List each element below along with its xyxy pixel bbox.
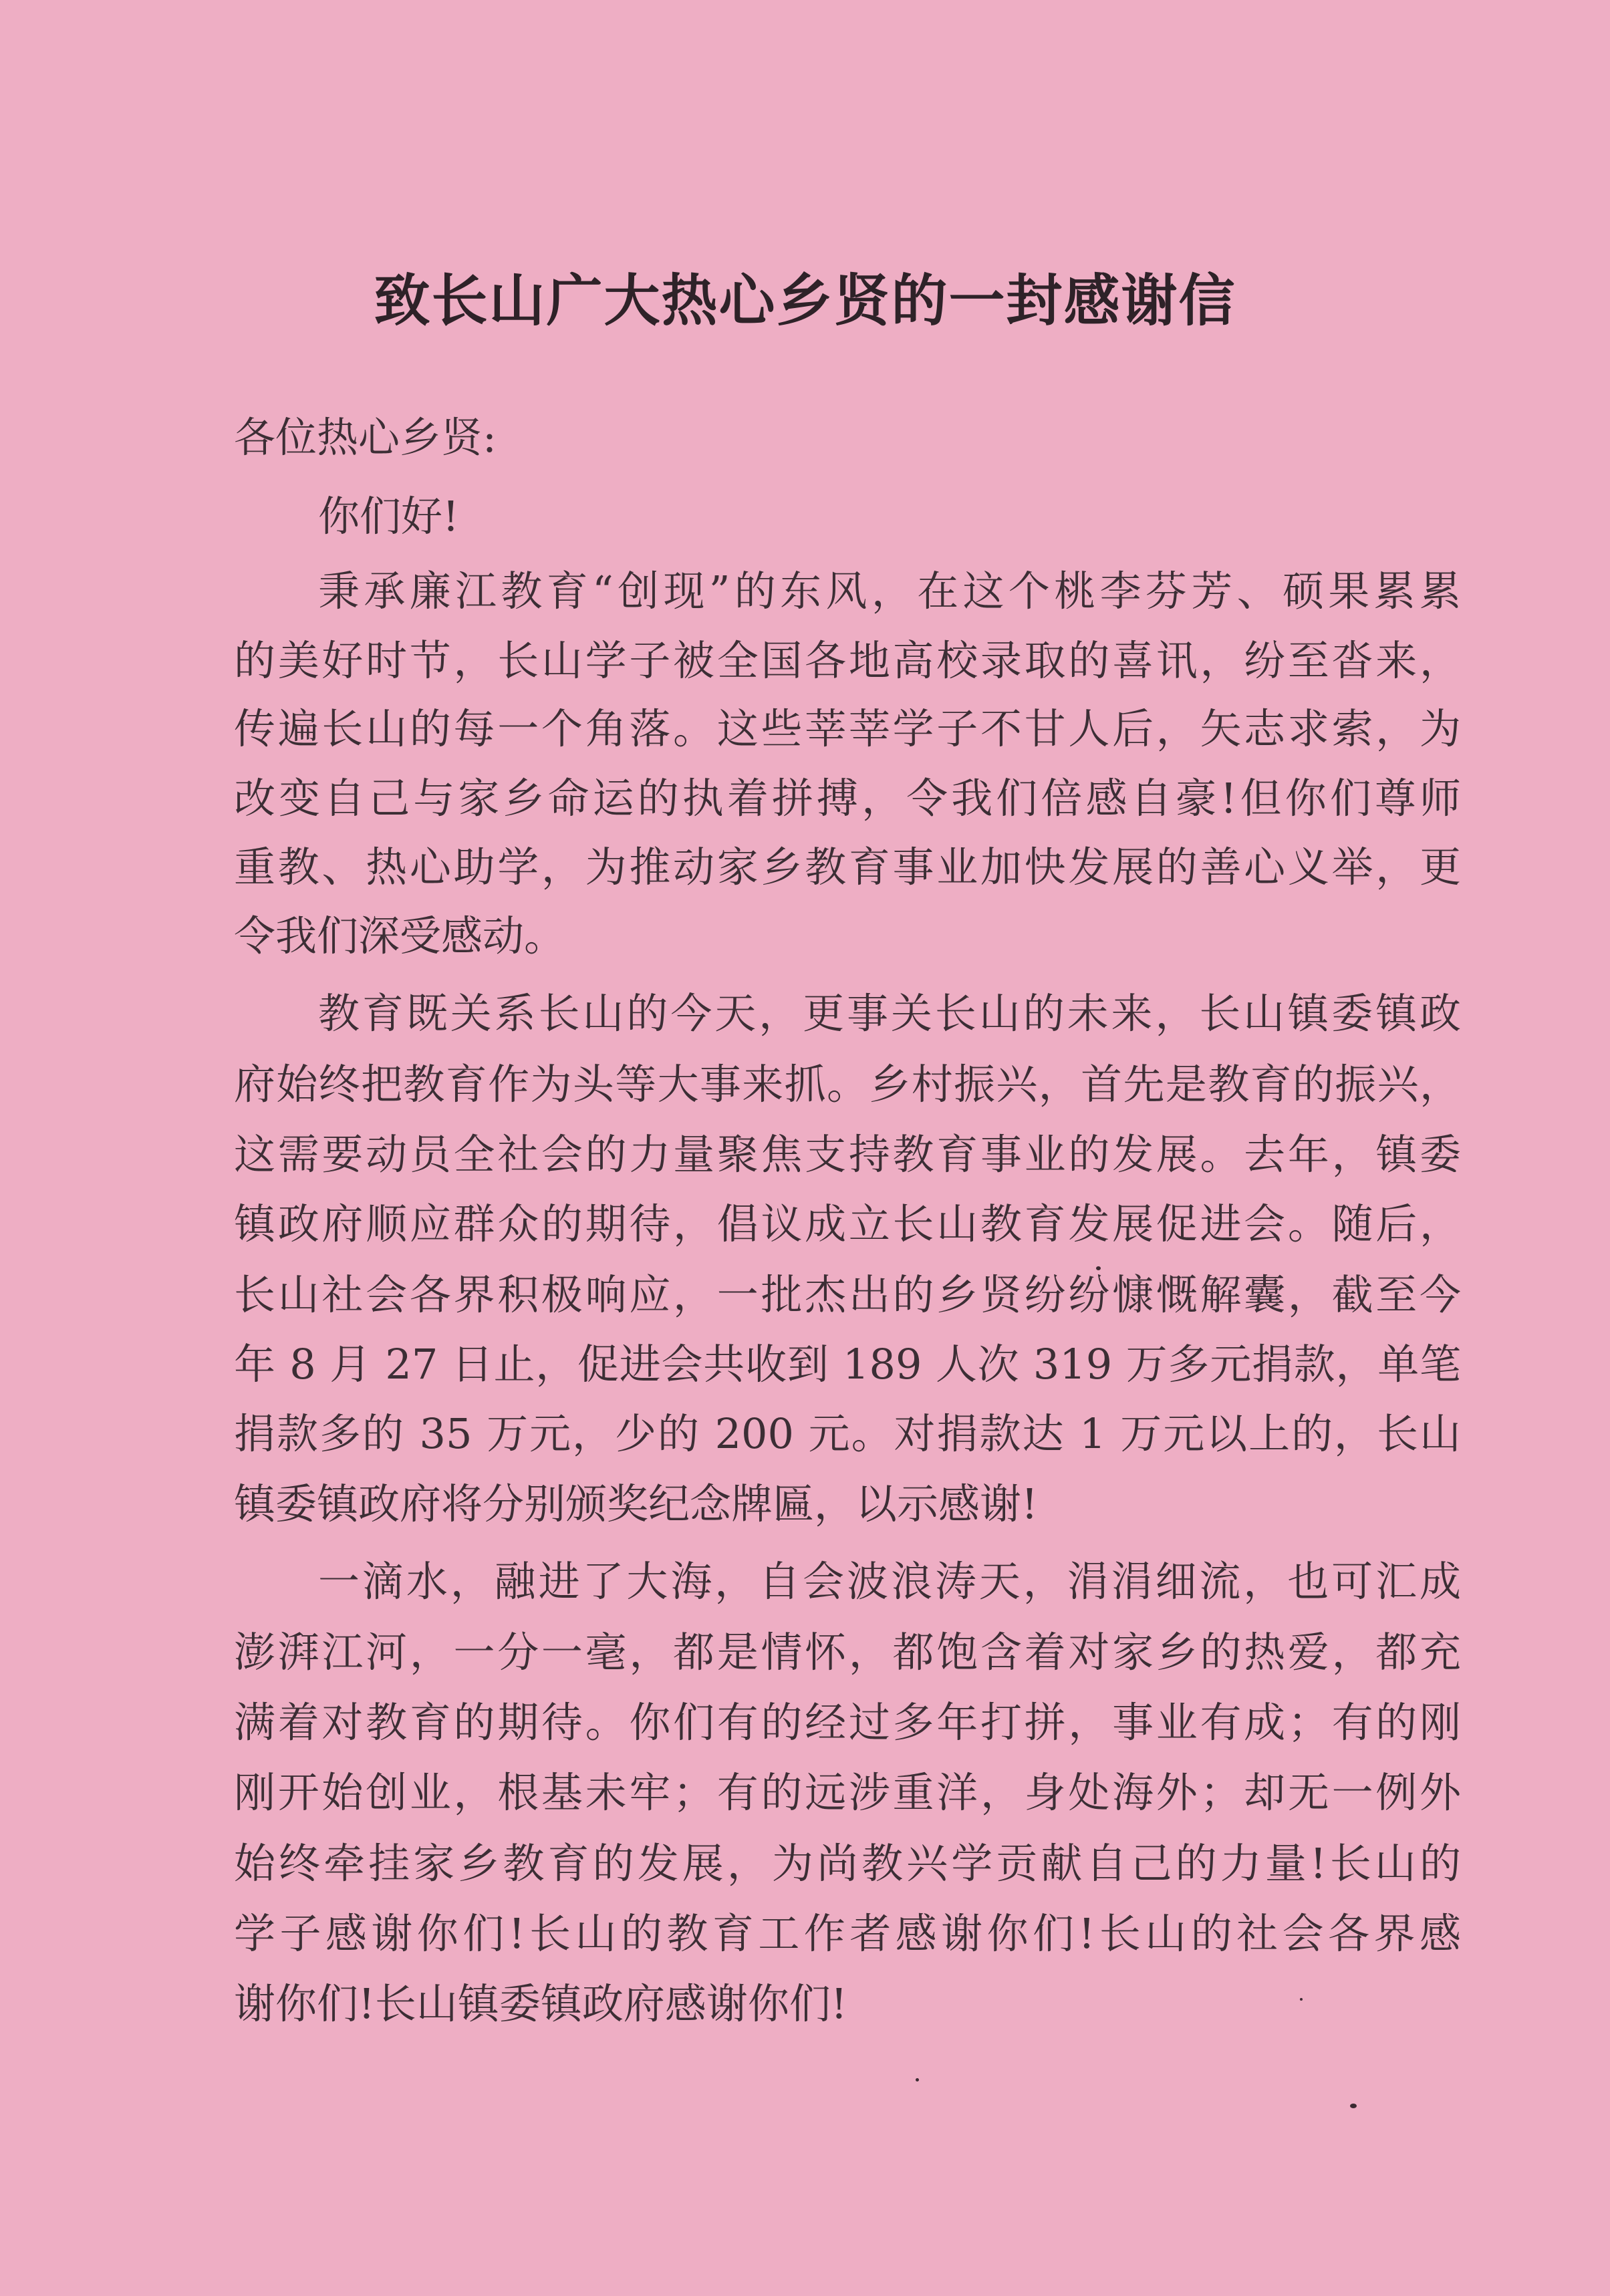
paragraph-line: 镇委镇政府将分别颁奖纪念牌匾，以示感谢! [234,1479,1038,1528]
paragraph-line: 捐款多的 35 万元，少的 200 元。对捐款达 1 万元以上的，长山 [234,1409,1461,1458]
scan-speck [1350,2104,1357,2108]
paragraph-line: 传遍长山的每一个角落。这些莘莘学子不甘人后，矢志求索，为 [234,704,1461,753]
paragraph-line: 满着对教育的期待。你们有的经过多年打拼，事业有成；有的刚 [234,1698,1461,1747]
paragraph-line: 重教、热心助学，为推动家乡教育事业加快发展的善心义举，更 [234,843,1461,891]
paragraph-line: 谢你们!长山镇委镇政府感谢你们! [234,1979,847,2028]
paragraph-line: 镇政府顺应群众的期待，倡议成立长山教育发展促进会。随后， [234,1199,1461,1248]
paragraph-line: 长山社会各界积极响应，一批杰出的乡贤纷纷慷慨解囊，截至今 [234,1270,1461,1319]
paragraph-line: 刚开始创业，根基未牢；有的远涉重洋，身处海外；却无一例外 [234,1768,1461,1817]
paragraph-line: 一滴水，融进了大海，自会波浪涛天，涓涓细流，也可汇成 [318,1557,1461,1606]
paragraph-line: 令我们深受感动。 [234,911,566,960]
paragraph-line: 改变自己与家乡命运的执着拼搏，令我们倍感自豪!但你们尊师 [234,774,1461,823]
salutation: 各位热心乡贤: [234,413,497,462]
paragraph-line: 的美好时节，长山学子被全国各地高校录取的喜讯，纷至沓来， [234,636,1461,685]
paragraph-line: 府始终把教育作为头等大事来抓。乡村振兴，首先是教育的振兴， [234,1060,1461,1109]
paragraph-line: 学子感谢你们!长山的教育工作者感谢你们!长山的社会各界感 [234,1909,1461,1958]
paragraph-line: 秉承廉江教育“创现”的东风，在这个桃李芬芳、硕果累累 [318,567,1461,615]
greeting: 你们好! [318,492,459,541]
paragraph-line: 教育既关系长山的今天，更事关长山的未来，长山镇委镇政 [318,989,1461,1038]
paragraph-line: 始终牵挂家乡教育的发展，为尚教兴学贡献自己的力量!长山的 [234,1839,1461,1888]
paragraph-line: 这需要动员全社会的力量聚焦支持教育事业的发展。去年，镇委 [234,1130,1461,1179]
scan-speck [1300,1998,1303,2001]
letter-title: 致长山广大热心乡贤的一封感谢信 [374,268,1236,333]
scan-speck [916,2078,919,2082]
scan-speck [1096,1266,1101,1270]
paragraph-line: 年 8 月 27 日止，促进会共收到 189 人次 319 万多元捐款，单笔 [234,1340,1461,1389]
paragraph-line: 澎湃江河，一分一毫，都是情怀，都饱含着对家乡的热爱，都充 [234,1628,1461,1677]
